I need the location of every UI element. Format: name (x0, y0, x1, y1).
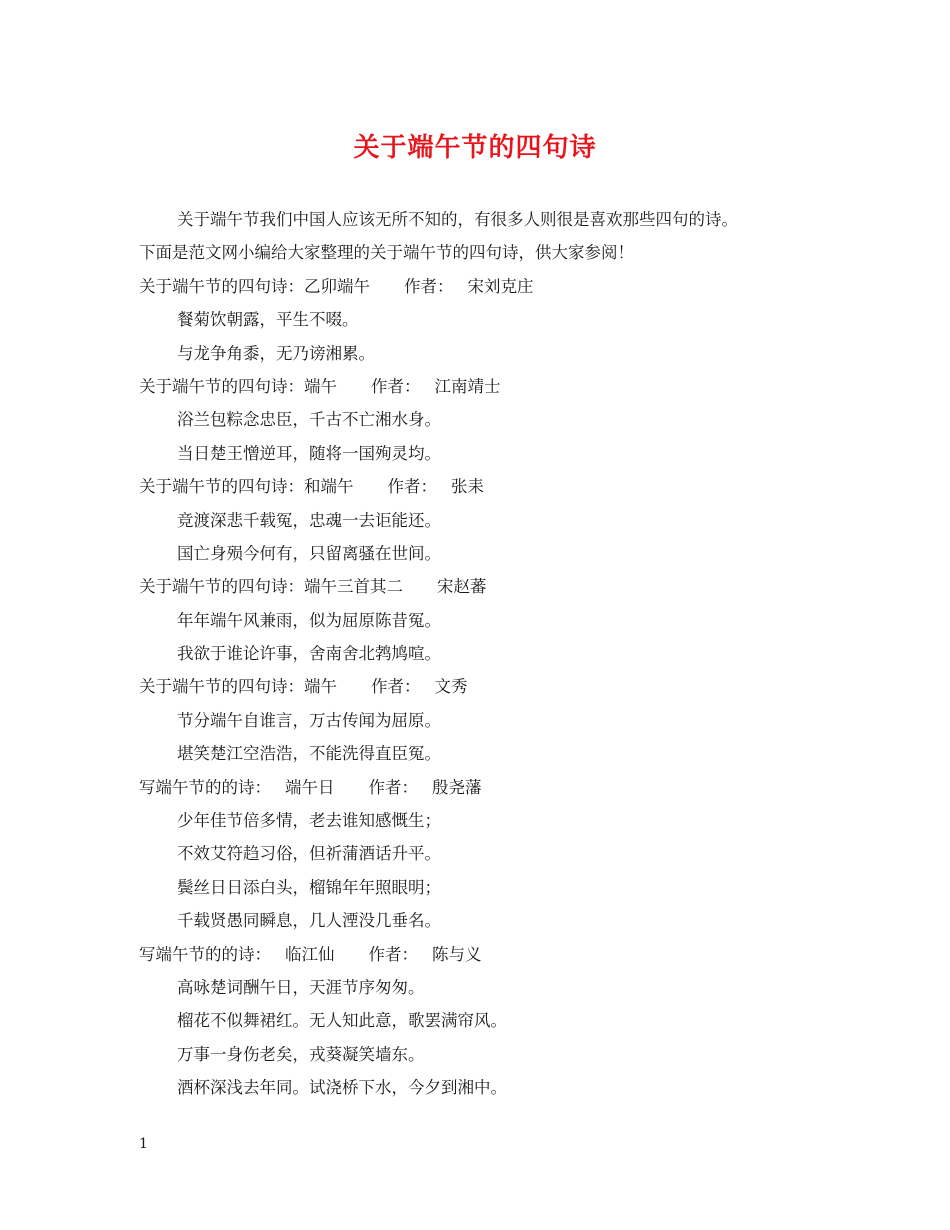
author-label: 作者： (387, 477, 437, 497)
poem-author: 陈与义 (432, 944, 482, 964)
page-number: 1 (139, 1136, 148, 1152)
poem-line: 千载贤愚同瞬息，几人湮没几垂名。 (177, 911, 441, 931)
poem-line: 当日楚王憎逆耳，随将一国殉灵均。 (177, 443, 441, 463)
poem-title: 关于端午节的四句诗：端午三首其二 (139, 577, 403, 597)
poem-heading (139, 570, 819, 603)
poem-line: 国亡身殒今何有，只留离骚在世间。 (177, 543, 441, 563)
poem-heading (139, 370, 819, 403)
poem-author: 张耒 (451, 477, 484, 497)
poem-heading (139, 771, 819, 804)
poem-author: 宋刘克庄 (467, 276, 534, 296)
poem-author: 江南靖士 (434, 376, 501, 396)
poem-heading (139, 470, 819, 503)
poem-line: 堪笑楚江空浩浩，不能洗得直臣冤。 (177, 744, 441, 764)
author-label: 作者： (371, 376, 421, 396)
poem-title: 写端午节的的诗： (139, 944, 271, 964)
poem-line: 浴兰包粽念忠臣，千古不亡湘水身。 (177, 410, 441, 430)
poem-line: 少年佳节倍多情，老去谁知感慨生； (177, 811, 441, 831)
poem-heading (139, 270, 819, 303)
intro-line-1: 关于端午节我们中国人应该无所不知的，有很多人则很是喜欢那些四句的诗。 (177, 210, 738, 229)
poem-title: 写端午节的的诗： (139, 777, 271, 797)
poem-author: 文秀 (434, 677, 468, 697)
author-label: 作者： (371, 677, 421, 697)
poem-heading (139, 938, 819, 971)
poem-title: 关于端午节的四句诗：端午 (139, 376, 337, 396)
poem-title: 关于端午节的四句诗：和端午 (139, 477, 354, 497)
poem-title: 关于端午节的四句诗：乙卯端午 (139, 276, 370, 296)
poem-line: 万事一身伤老矣，戎葵凝笑墙东。 (177, 1044, 425, 1064)
poem-line: 高咏楚词酬午日，天涯节序匆匆。 (177, 977, 425, 997)
poem-line: 不效艾符趋习俗，但祈蒲酒话升平。 (177, 844, 441, 864)
poem-line: 节分端午自谁言，万古传闻为屈原。 (177, 710, 441, 730)
poem-heading (139, 670, 819, 703)
poem-line: 竞渡深悲千载冤，忠魂一去讵能还。 (177, 510, 441, 530)
poem-line: 与龙争角黍，无乃谤湘累。 (177, 343, 375, 363)
document-title: 关于端午节的四句诗 (353, 133, 597, 163)
author-label: 作者： (368, 777, 418, 797)
poem-line: 年年端午风兼雨，似为屈原陈昔冤。 (177, 610, 441, 630)
author-label: 作者： (404, 276, 454, 296)
poem-line: 餐菊饮朝露，平生不啜。 (177, 310, 359, 330)
poem-subtitle: 临江仙 (285, 944, 335, 964)
author-label: 作者： (368, 944, 418, 964)
poem-line: 鬓丝日日添白头，榴锦年年照眼明； (177, 877, 441, 897)
poem-author: 宋赵蕃 (437, 577, 487, 597)
document-body (139, 203, 819, 1105)
poem-line: 我欲于谁论许事，舍南舍北鹁鸠喧。 (177, 644, 441, 664)
poem-line: 榴花不似舞裙红。无人知此意，歌罢满帘风。 (177, 1011, 507, 1031)
poem-line: 酒杯深浅去年同。试浇桥下水，今夕到湘中。 (177, 1078, 507, 1098)
poem-title: 关于端午节的四句诗：端午 (139, 677, 337, 697)
poem-author: 殷尧藩 (432, 777, 482, 797)
poem-subtitle: 端午日 (285, 777, 335, 797)
intro-line-2: 下面是范文网小编给大家整理的关于端午节的四句诗，供大家参阅！ (139, 243, 634, 263)
